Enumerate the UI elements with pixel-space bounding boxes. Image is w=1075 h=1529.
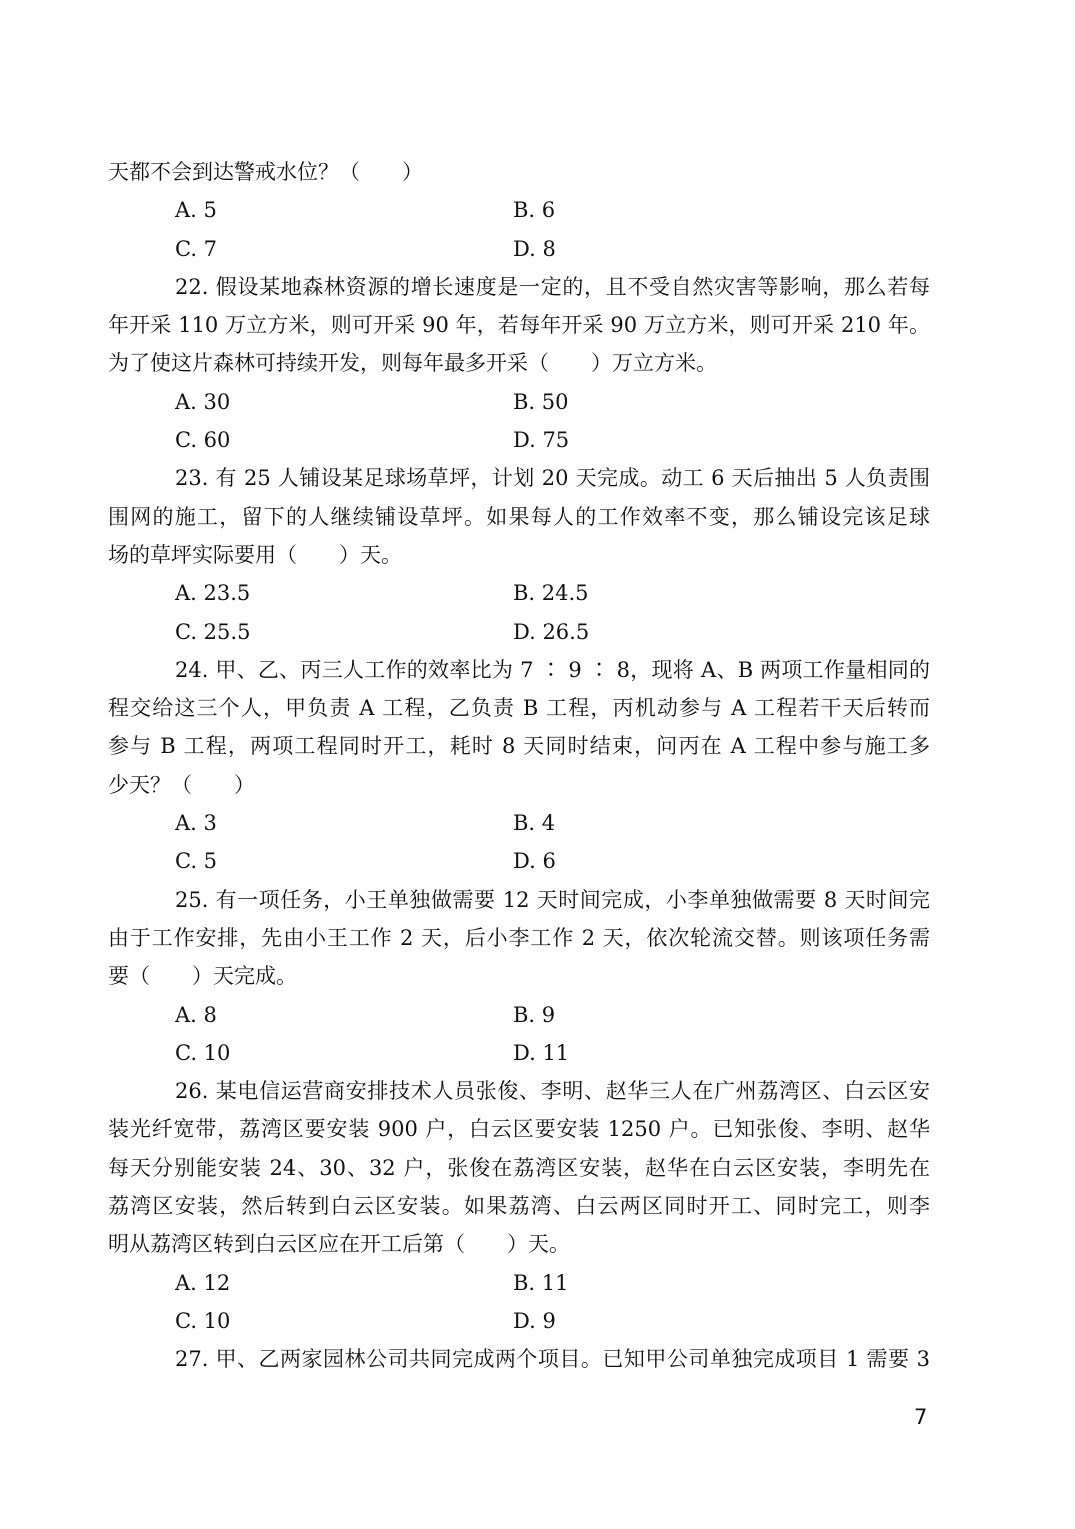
answer-option: A. 30 [175,389,231,414]
answer-option: D. 8 [513,236,556,261]
answer-option: B. 50 [513,389,569,414]
option-row [108,1264,930,1302]
question-text-line: 25. 有一项任务，小王单独做需要 12 天时间完成，小李单独做需要 8 天时间完 [175,887,930,912]
document-body [108,153,930,1379]
answer-option: B. 24.5 [513,581,589,606]
question-text-line: 24. 甲、乙、丙三人工作的效率比为 7 ∶ 9 ∶ 8，现将 A、B 两项工作量相同的 [175,657,930,682]
answer-option: D. 6 [513,849,556,874]
question-text-line: 26. 某电信运营商安排技术人员张俊、李明、赵华三人在广州荔湾区、白云区安 [175,1079,930,1104]
answer-option: C. 25.5 [175,619,251,644]
question-text-line: 为了使这片森林可持续开发，则每年最多开采（ ）万立方米。 [108,351,717,376]
answer-option: B. 6 [513,198,556,223]
question-text-line: 荔湾区安装，然后转到白云区安装。如果荔湾、白云两区同时开工、同时完工，则李 [108,1194,930,1219]
question-text-line: 明从荔湾区转到白云区应在开工后第（ ）天。 [108,1232,570,1257]
option-row [108,804,930,842]
option-row [108,574,930,612]
option-row [108,1302,930,1340]
answer-option: A. 23.5 [175,581,251,606]
answer-option: C. 10 [175,1040,231,1065]
option-row [108,421,930,459]
answer-option: B. 9 [513,1002,556,1027]
question-text-line: 参与 B 工程，两项工程同时开工，耗时 8 天同时结束，问丙在 A 工程中参与施工多 [108,734,930,759]
option-row [108,230,930,268]
question-text-line: 程交给这三个人，甲负责 A 工程，乙负责 B 工程，丙机动参与 A 工程若干天后转而 [108,696,930,721]
option-row [108,996,930,1034]
question-4 [108,881,930,1072]
question-3 [108,651,930,881]
question-text-line: 少天？（ ） [108,772,255,797]
answer-option: C. 7 [175,236,218,261]
question-text-line: 年开采 110 万立方米，则可开采 90 年，若每年开采 90 万立方米，则可开采 210 年。 [108,313,930,338]
option-row [108,191,930,229]
answer-option: C. 10 [175,1308,231,1333]
question-5 [108,1072,930,1340]
question-6 [108,1340,930,1378]
question-text-line: 22. 假设某地森林资源的增长速度是一定的，且不受自然灾害等影响，那么若每 [175,274,930,299]
answer-option: D. 26.5 [513,619,590,644]
question-text-line: 围网的施工，留下的人继续铺设草坪。如果每人的工作效率不变，那么铺设完该足球 [108,504,930,529]
question-text-line: 装光纤宽带，荔湾区要安装 900 户，白云区要安装 1250 户。已知张俊、李明、赵华 [108,1117,930,1142]
question-text-line: 由于工作安排，先由小王工作 2 天，后小李工作 2 天，依次轮流交替。则该项任务需 [108,925,930,950]
question-text-line: 要（ ）天完成。 [108,964,297,989]
question-1 [108,268,930,459]
answer-option: A. 8 [175,1002,217,1027]
answer-option: D. 11 [513,1040,570,1065]
question-2 [108,459,930,650]
question-text-line: 场的草坪实际要用（ ）天。 [108,542,402,567]
option-row [108,1034,930,1072]
option-row [108,842,930,880]
question-continuation [108,153,930,268]
answer-option: C. 5 [175,849,218,874]
answer-option: A. 3 [175,811,217,836]
option-row [108,613,930,651]
answer-option: D. 9 [513,1308,556,1333]
question-text-line: 27. 甲、乙两家园林公司共同完成两个项目。已知甲公司单独完成项目 1 需要 3 [175,1347,930,1372]
answer-option: B. 4 [513,811,556,836]
answer-option: A. 5 [175,198,217,223]
answer-option: B. 11 [513,1270,569,1295]
answer-option: C. 60 [175,428,231,453]
question-text-line: 天都不会到达警戒水位？（ ） [108,160,423,184]
option-row [108,383,930,421]
question-text-line: 每天分别能安装 24、30、32 户，张俊在荔湾区安装，赵华在白云区安装，李明先在 [108,1155,930,1180]
answer-option: A. 12 [175,1270,231,1295]
answer-option: D. 75 [513,428,570,453]
page-number: 7 [914,1405,928,1429]
question-text-line: 23. 有 25 人铺设某足球场草坪，计划 20 天完成。动工 6 天后抽出 5 人负责围 [175,466,930,491]
